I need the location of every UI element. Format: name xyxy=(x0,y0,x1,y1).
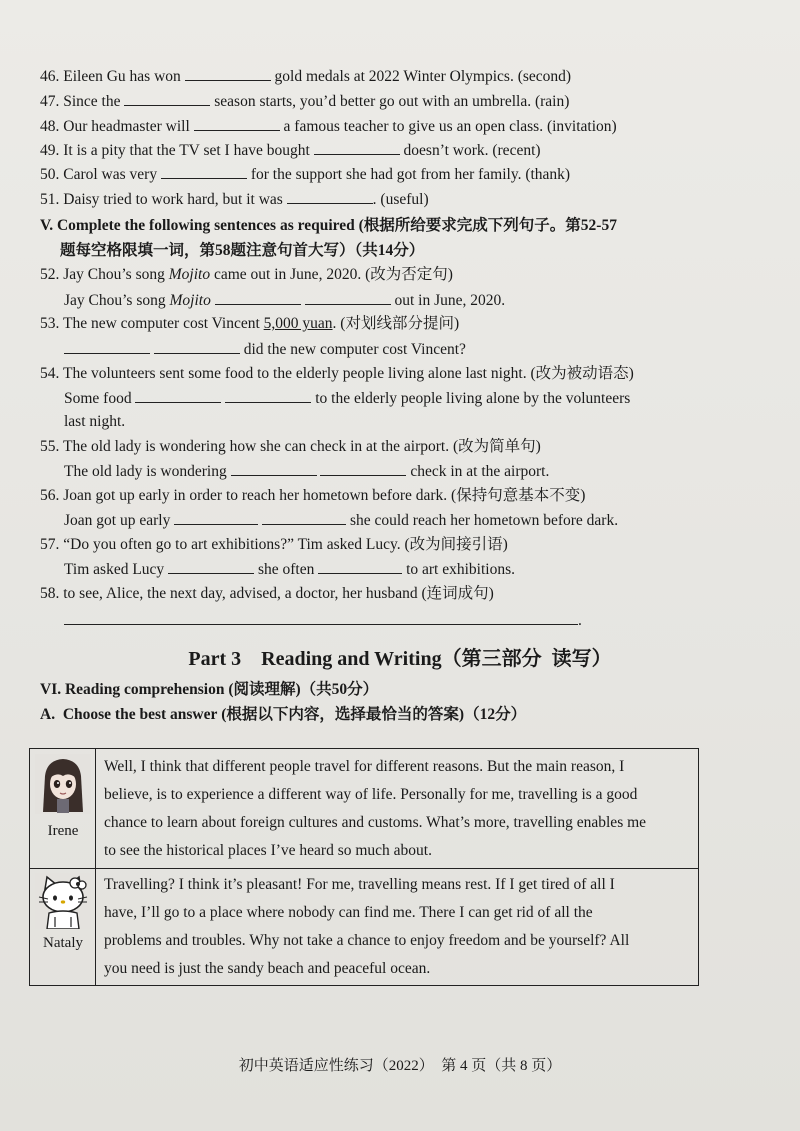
section-title: VI. Reading comprehension xyxy=(40,681,225,698)
reading-table xyxy=(29,748,699,986)
section-instruction: 题注意句首大写）（共 xyxy=(230,242,378,259)
part-3-title xyxy=(0,647,800,671)
question-number: 47. xyxy=(40,93,60,110)
question-text: The old lady is wondering how she can check in at the airport. (改为简单句) xyxy=(62,438,541,455)
question-58 xyxy=(40,584,494,604)
question-text: out in June, 2020. xyxy=(394,292,506,309)
song-title: Mojito xyxy=(168,266,211,283)
section-instruction: 分） xyxy=(347,681,379,698)
part-title-en: Part 3 Reading and Writing xyxy=(188,648,442,670)
answer-blank[interactable] xyxy=(262,510,346,525)
section-6-heading xyxy=(40,680,378,700)
table-row xyxy=(30,869,698,985)
question-text: a famous teacher to give us an open class. (invitation) xyxy=(283,118,617,135)
question-text: came out in June, 2020. (改为否定句) xyxy=(213,266,453,283)
question-55-answer xyxy=(64,461,549,482)
avatar-cell xyxy=(30,869,96,985)
irene-name: Irene xyxy=(47,823,79,839)
question-48 xyxy=(40,116,617,137)
answer-blank[interactable] xyxy=(135,388,221,403)
question-text: Daisy tried to work hard, but it was xyxy=(63,191,283,208)
question-text: check in at the airport. xyxy=(410,463,550,480)
irene-avatar-icon xyxy=(35,754,91,814)
question-text: season starts, you’d better go out with an umbrella. (rain) xyxy=(214,93,570,110)
question-text: . (对划线部分提问) xyxy=(332,315,460,332)
question-number: 55. xyxy=(40,438,60,455)
question-text: Since the xyxy=(63,93,121,110)
answer-blank[interactable] xyxy=(231,461,317,476)
answer-blank[interactable] xyxy=(168,559,254,574)
answer-line[interactable] xyxy=(64,610,578,625)
question-52-answer xyxy=(64,290,505,311)
section-instruction: 50 xyxy=(331,681,348,698)
answer-blank[interactable] xyxy=(194,116,280,131)
question-53-answer xyxy=(64,339,466,360)
question-text: It is a pity that the TV set I have bought xyxy=(63,142,310,159)
question-text: she could reach her hometown before dark. xyxy=(349,512,619,529)
question-text: The new computer cost Vincent xyxy=(62,315,260,332)
section-instruction: (阅读理解)（共 xyxy=(228,681,332,698)
question-text: . (useful) xyxy=(372,191,429,208)
question-text: The old lady is wondering xyxy=(64,463,227,480)
question-text: last night. xyxy=(64,413,126,430)
nataly-name: Nataly xyxy=(43,935,83,951)
irene-text xyxy=(104,753,690,865)
question-number: 51. xyxy=(40,191,60,208)
section-title: A. Choose the best answer xyxy=(40,706,218,723)
kitty-avatar-icon xyxy=(35,873,91,929)
question-text: she often xyxy=(257,561,315,578)
answer-blank[interactable] xyxy=(225,388,311,403)
section-instruction: 12 xyxy=(479,706,496,723)
question-text: The volunteers sent some food to the elderly people living alone last night. (改为被动语态) xyxy=(62,365,634,382)
section-instruction: 58 xyxy=(215,242,231,259)
section-title: V. Complete the following sentences as required xyxy=(40,217,355,234)
question-number: 57. xyxy=(40,536,60,553)
question-text: doesn’t work. (recent) xyxy=(403,142,541,159)
question-46 xyxy=(40,66,571,87)
question-55 xyxy=(40,437,541,457)
question-text: gold medals at 2022 Winter Olympics. (second) xyxy=(274,68,572,85)
answer-blank[interactable] xyxy=(124,91,210,106)
section-a-heading xyxy=(40,705,526,725)
answer-blank[interactable] xyxy=(215,290,301,305)
section-instruction: 分） xyxy=(495,706,527,723)
question-54 xyxy=(40,364,634,384)
question-57 xyxy=(40,535,508,555)
question-text: Eileen Gu has won xyxy=(63,68,181,85)
question-text: “Do you often go to art exhibitions?” Tim asked Lucy. (改为间接引语) xyxy=(63,536,508,553)
question-text: did the new computer cost Vincent? xyxy=(243,341,466,358)
section-instruction: 题每空格限填一词，第 xyxy=(60,242,216,259)
question-54-answer xyxy=(64,388,630,409)
question-text: Our headmaster will xyxy=(63,118,190,135)
text-line: Travelling? I think it’s pleasant! For me, travelling means rest. If I get tired of all I xyxy=(104,876,615,893)
answer-blank[interactable] xyxy=(318,559,402,574)
question-number: 46. xyxy=(40,68,60,85)
question-56-answer xyxy=(64,510,618,531)
question-text: to see, Alice, the next day, advised, a doctor, her husband (连词成句) xyxy=(63,585,494,602)
question-text: for the support she had got from her family. (thank) xyxy=(250,166,571,183)
song-title: Mojito xyxy=(169,292,211,309)
section-5-heading-cont xyxy=(60,241,424,261)
question-text: Some food xyxy=(64,390,132,407)
section-5-heading xyxy=(40,216,617,236)
question-text: Jay Chou’s song xyxy=(63,266,165,283)
question-number: 49. xyxy=(40,142,60,159)
question-53 xyxy=(40,314,459,334)
question-50 xyxy=(40,164,570,185)
text-line: Well, I think that different people travel for different reasons. But the main reason, I xyxy=(104,758,625,775)
question-number: 56. xyxy=(40,487,60,504)
question-51 xyxy=(40,189,429,210)
question-52 xyxy=(40,265,453,285)
question-number: 58. xyxy=(40,585,60,602)
question-number: 52. xyxy=(40,266,60,283)
text-line: chance to learn about foreign cultures and customs. What’s more, travelling enables me xyxy=(104,814,647,831)
question-49 xyxy=(40,140,541,161)
text-line: have, I’ll go to a place where nobody can find me. There I can get rid of all the xyxy=(104,904,593,921)
answer-blank[interactable] xyxy=(314,140,400,155)
table-row xyxy=(30,749,698,869)
question-58-answer xyxy=(64,610,582,631)
answer-blank[interactable] xyxy=(161,164,247,179)
question-number: 50. xyxy=(40,166,60,183)
underlined-part: 5,000 yuan xyxy=(263,315,333,332)
question-text: Carol was very xyxy=(63,166,158,183)
question-54-answer-cont xyxy=(64,412,125,432)
question-47 xyxy=(40,91,569,112)
section-instruction: (根据以下内容，选择最恰当的答案)（ xyxy=(221,706,480,723)
answer-blank[interactable] xyxy=(154,339,240,354)
section-instruction: 52-57 xyxy=(580,217,617,234)
question-text: Joan got up early xyxy=(64,512,171,529)
question-number: 54. xyxy=(40,365,60,382)
question-57-answer xyxy=(64,559,515,580)
question-56 xyxy=(40,486,585,506)
text-line: to see the historical places I’ve heard so much about. xyxy=(104,842,432,859)
text-line: believe, is to experience a different way of life. Personally for me, travelling is a good xyxy=(104,786,638,803)
answer-blank[interactable] xyxy=(320,461,406,476)
part-title-cn: （第三部分 读写） xyxy=(441,648,612,670)
answer-blank[interactable] xyxy=(174,510,258,525)
answer-blank[interactable] xyxy=(64,339,150,354)
question-text: Joan got up early in order to reach her hometown before dark. (保持句意基本不变) xyxy=(63,487,586,504)
page-footer: 初中英语适应性练习（2022） 第 4 页（共 8 页） xyxy=(238,1058,562,1074)
section-instruction: (根据所给要求完成下列句子。第 xyxy=(358,217,581,234)
question-text: Jay Chou’s song xyxy=(64,292,166,309)
nataly-text xyxy=(104,871,690,983)
avatar-cell xyxy=(30,749,96,868)
text-line: problems and troubles. Why not take a chance to enjoy freedom and be yourself? All xyxy=(104,932,630,949)
question-number: 53. xyxy=(40,315,60,332)
question-text: Tim asked Lucy xyxy=(64,561,165,578)
answer-blank[interactable] xyxy=(185,66,271,81)
answer-blank[interactable] xyxy=(287,189,373,204)
section-instruction: 分） xyxy=(393,242,425,259)
question-text: to the elderly people living alone by the volunteers xyxy=(315,390,631,407)
question-text: to art exhibitions. xyxy=(406,561,515,578)
question-number: 48. xyxy=(40,118,60,135)
section-instruction: 14 xyxy=(377,242,394,259)
answer-blank[interactable] xyxy=(305,290,391,305)
question-text: . xyxy=(578,612,582,629)
text-line: you need is just the sandy beach and peaceful ocean. xyxy=(104,960,431,977)
